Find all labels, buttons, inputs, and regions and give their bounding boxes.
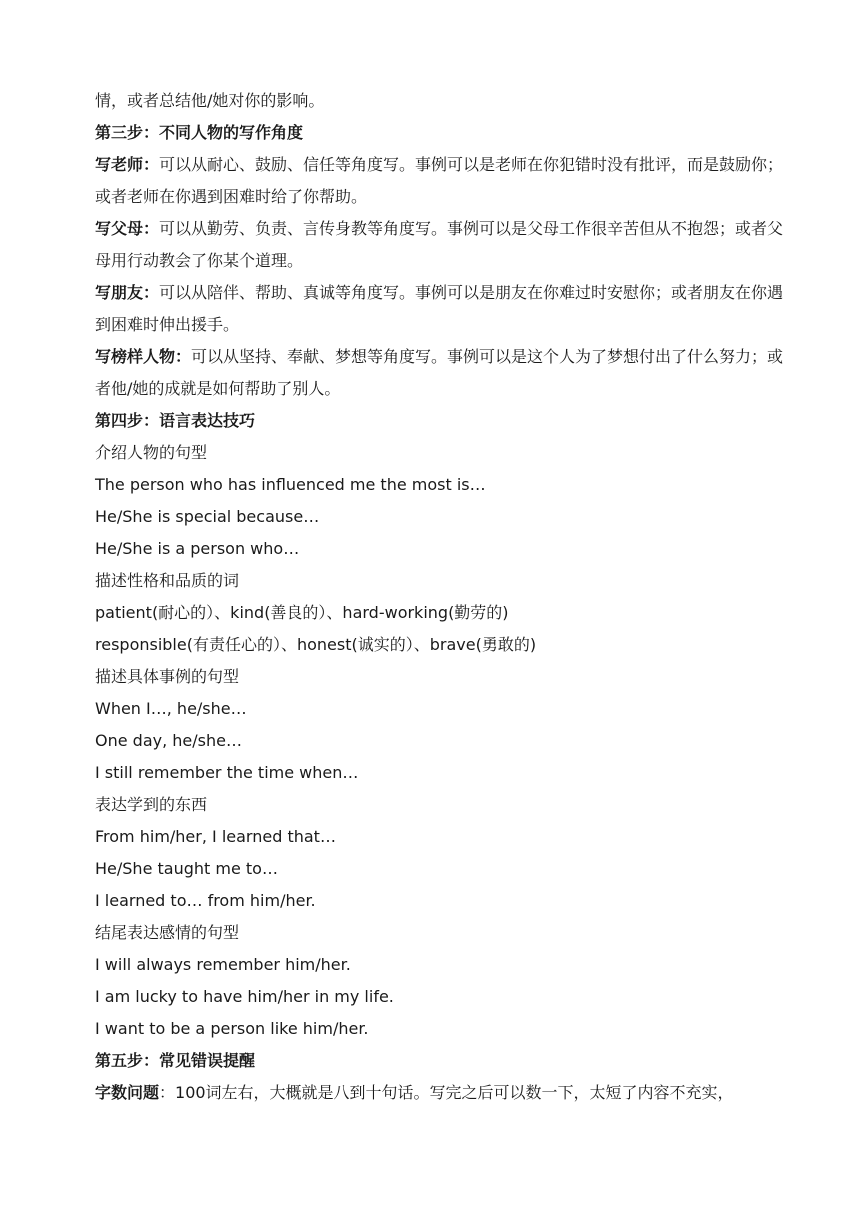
paragraph-label: 写老师：	[95, 155, 160, 174]
paragraph-role-model	[95, 341, 785, 405]
paragraph-label: 写朋友：	[95, 283, 160, 302]
vocab-line: patient(耐心的）、kind(善良的）、hard-working(勤劳的)	[95, 603, 509, 622]
paragraph-text: 可以从陪伴、帮助、真诚等角度写。事例可以是朋友在你难过时安慰你；或者朋友在你遇到困难时伸出援手。	[95, 283, 784, 334]
paragraph-word-count	[95, 1077, 785, 1109]
paragraph-label: 写榜样人物：	[95, 347, 192, 366]
subheading-events: 描述具体事例的句型	[95, 667, 240, 686]
paragraph-label: 字数问题	[95, 1083, 160, 1102]
paragraph-text: 可以从勤劳、负责、言传身教等角度写。事例可以是父母工作很辛苦但从不抱怨；或者父母用行动教会了你某个道理。	[95, 219, 784, 270]
subheading-ending: 结尾表达感情的句型	[95, 923, 240, 942]
sentence-pattern: He/She is special because…	[95, 507, 320, 526]
document-page	[95, 85, 785, 1109]
subheading-learned: 表达学到的东西	[95, 795, 208, 814]
sentence-pattern: From him/her, I learned that…	[95, 827, 336, 846]
sentence-pattern: I learned to… from him/her.	[95, 891, 316, 910]
paragraph-text: 可以从耐心、鼓励、信任等角度写。事例可以是老师在你犯错时没有批评，而是鼓励你；或者老师在你遇到困难时给了你帮助。	[95, 155, 784, 206]
sentence-pattern: The person who has influenced me the most is…	[95, 475, 486, 494]
sentence-pattern: When I…, he/she…	[95, 699, 247, 718]
paragraph-parents	[95, 213, 785, 277]
sentence-pattern: He/She is a person who…	[95, 539, 300, 558]
section-heading-step3: 第三步：不同人物的写作角度	[95, 123, 304, 142]
sentence-pattern: I will always remember him/her.	[95, 955, 351, 974]
sentence-pattern: He/She taught me to…	[95, 859, 278, 878]
paragraph-teacher	[95, 149, 785, 213]
sentence-pattern: I want to be a person like him/her.	[95, 1019, 369, 1038]
section-heading-step5: 第五步：常见错误提醒	[95, 1051, 256, 1070]
subheading-traits: 描述性格和品质的词	[95, 571, 240, 590]
paragraph-text: 可以从坚持、奉献、梦想等角度写。事例可以是这个人为了梦想付出了什么努力；或者他/她的成就是如何帮助了别人。	[95, 347, 784, 398]
vocab-line: responsible(有责任心的）、honest(诚实的）、brave(勇敢的)	[95, 635, 537, 654]
paragraph-text: ：100词左右，大概就是八到十句话。写完之后可以数一下，太短了内容不充实，	[159, 1083, 734, 1102]
paragraph-line: 情，或者总结他/她对你的影响。	[95, 91, 325, 110]
section-heading-step4: 第四步：语言表达技巧	[95, 411, 256, 430]
sentence-pattern: One day, he/she…	[95, 731, 242, 750]
subheading-intro: 介绍人物的句型	[95, 443, 208, 462]
paragraph-friends	[95, 277, 785, 341]
paragraph-label: 写父母：	[95, 219, 160, 238]
sentence-pattern: I still remember the time when…	[95, 763, 359, 782]
sentence-pattern: I am lucky to have him/her in my life.	[95, 987, 394, 1006]
